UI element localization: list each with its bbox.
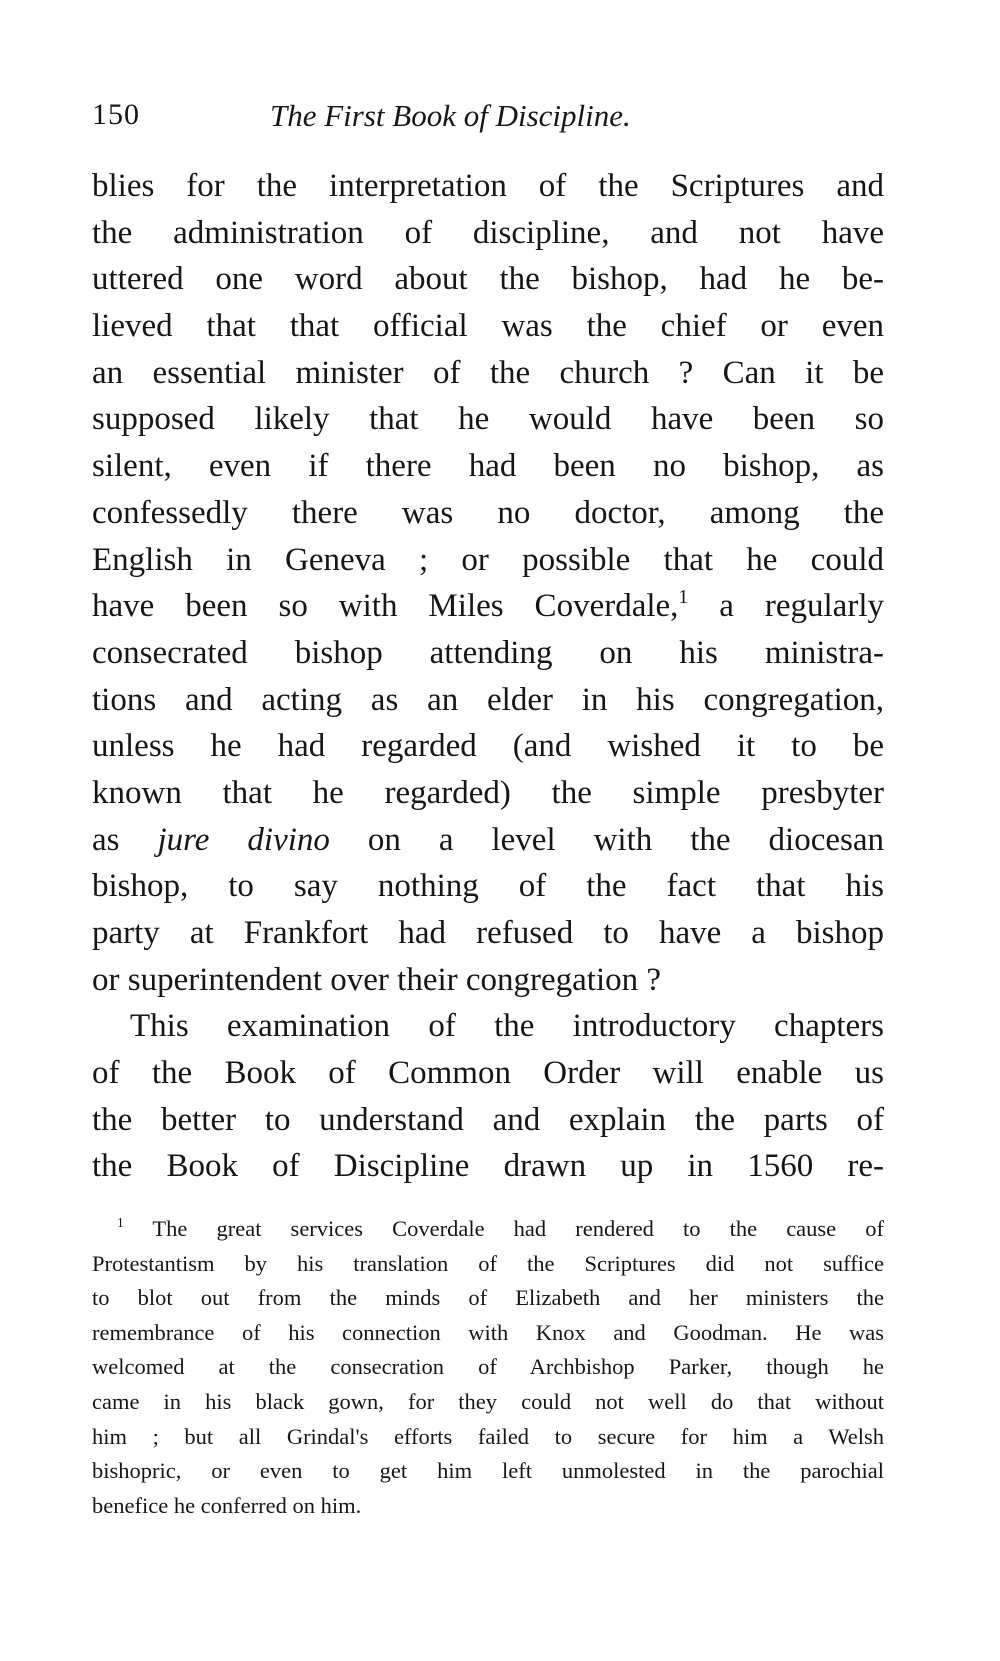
body-text	[92, 163, 884, 1190]
italic-phrase: jure divino	[157, 821, 330, 858]
body-line: tions and acting as an elder in his congregation,	[92, 681, 884, 718]
body-line: confessedly there was no doctor, among the	[92, 494, 884, 531]
footnote-marker: 1	[117, 1215, 124, 1231]
footnote-line	[92, 1212, 884, 1247]
body-line-text: on a level with the diocesan	[329, 821, 884, 858]
body-line: consecrated bishop attending on his ministra-	[92, 634, 884, 671]
body-line	[92, 817, 884, 864]
body-line: bishop, to say nothing of the fact that his	[92, 868, 884, 905]
running-title: The First Book of Discipline.	[270, 98, 631, 133]
footnote-line: benefice he conferred on him.	[92, 1492, 362, 1518]
footnote-line: remembrance of his connection with Knox and Goodman. He was	[92, 1319, 884, 1345]
body-line: uttered one word about the bishop, had he be-	[92, 261, 884, 298]
body-line-text: as	[92, 821, 120, 858]
footnote-line: Protestantism by his translation of the Scriptures did not suffice	[92, 1250, 884, 1276]
body-line: of the Book of Common Order will enable us	[92, 1055, 884, 1092]
body-line: known that he regarded) the simple presbyter	[92, 774, 884, 811]
footnote-line: him ; but all Grindal's efforts failed to secure for him a Welsh	[92, 1423, 884, 1449]
footnote-reference: 1	[678, 586, 689, 609]
body-line: an essential minister of the church ? Can it be	[92, 354, 884, 391]
footnote-line-text: The great services Coverdale had rendered to the cause of	[123, 1216, 884, 1241]
footnote-line: came in his black gown, for they could not well do that without	[92, 1388, 884, 1414]
footnote-line: welcomed at the consecration of Archbishop Parker, though he	[92, 1354, 884, 1380]
body-line: or superintendent over their congregation ?	[92, 961, 662, 998]
running-header	[92, 92, 892, 142]
body-line: the administration of discipline, and not have	[92, 214, 884, 251]
body-line: unless he had regarded (and wished it to be	[92, 728, 884, 765]
body-line: party at Frankfort had refused to have a bishop	[92, 915, 884, 951]
body-line: This examination of the introductory chapters	[130, 1008, 884, 1045]
page-number: 150	[92, 98, 140, 131]
body-line: blies for the interpretation of the Scriptures and	[92, 168, 884, 204]
body-line-text: a regularly	[688, 588, 884, 625]
body-line: English in Geneva ; or possible that he could	[92, 541, 884, 578]
body-line: the better to understand and explain the parts of	[92, 1101, 884, 1138]
body-line: the Book of Discipline drawn up in 1560 re-	[92, 1148, 884, 1185]
body-line: silent, even if there had been no bishop, as	[92, 448, 884, 485]
body-line: lieved that that official was the chief or even	[92, 308, 884, 345]
body-line	[92, 583, 884, 630]
footnote	[92, 1212, 884, 1523]
footnote-line: to blot out from the minds of Elizabeth and her ministers the	[92, 1285, 884, 1311]
body-line-text: have been so with Miles Coverdale,	[92, 588, 679, 625]
footnote-line: bishopric, or even to get him left unmolested in the parochial	[92, 1458, 884, 1484]
body-line: supposed likely that he would have been so	[92, 401, 884, 438]
